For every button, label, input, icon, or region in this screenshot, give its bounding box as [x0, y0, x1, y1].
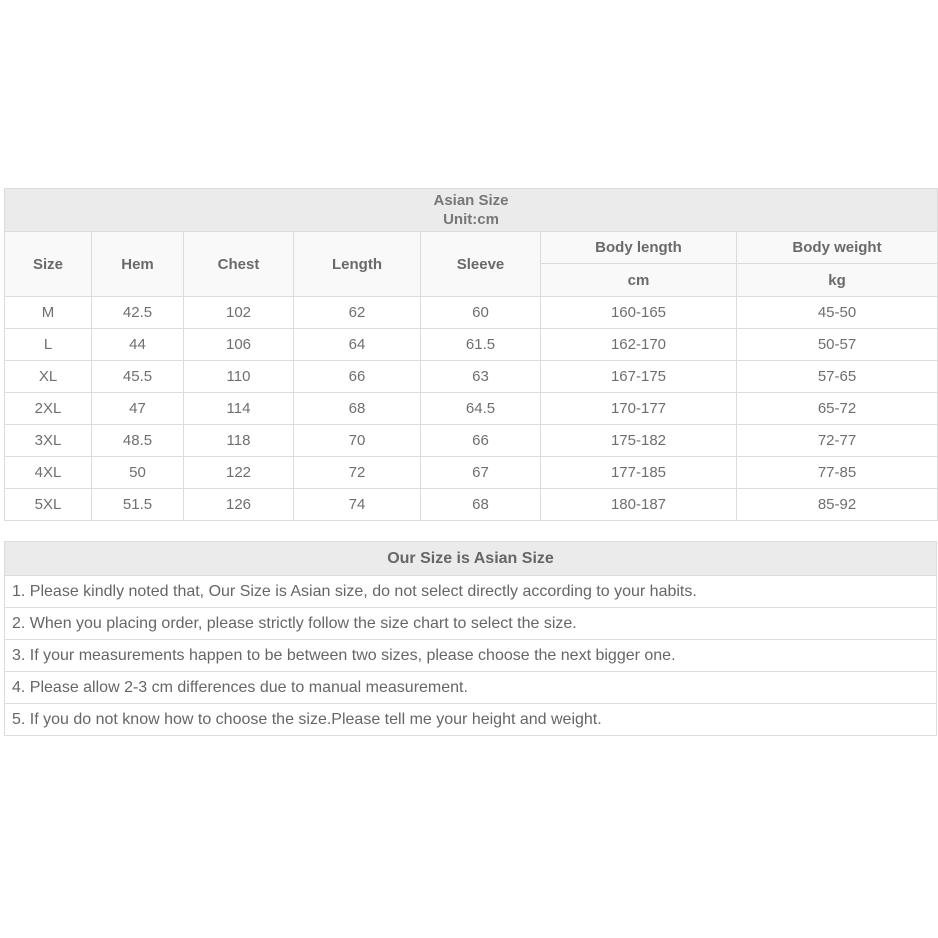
- cell-size: 5XL: [5, 489, 92, 521]
- cell-hem: 48.5: [92, 425, 184, 457]
- header-body-length: Body length: [541, 232, 737, 264]
- cell-length: 62: [294, 297, 421, 329]
- header-body-weight-unit: kg: [737, 264, 938, 297]
- size-chart-title-line1: Asian Size: [433, 192, 509, 209]
- note-text: 1. Please kindly noted that, Our Size is Asian size, do not select directly according to your habits.: [5, 576, 937, 608]
- cell-body-length: 167-175: [541, 361, 737, 393]
- size-chart-unit: Unit:cm: [443, 211, 499, 228]
- list-item: [5, 704, 937, 736]
- cell-chest: 118: [184, 425, 294, 457]
- cell-size: M: [5, 297, 92, 329]
- cell-size: 3XL: [5, 425, 92, 457]
- table-row: [5, 297, 938, 329]
- cell-body-length: 180-187: [541, 489, 737, 521]
- list-item: [5, 576, 937, 608]
- note-text: 4. Please allow 2-3 cm differences due to manual measurement.: [5, 672, 937, 704]
- cell-length: 74: [294, 489, 421, 521]
- header-sleeve: Sleeve: [421, 232, 541, 297]
- list-item: [5, 640, 937, 672]
- cell-body-length: 177-185: [541, 457, 737, 489]
- note-text: 2. When you placing order, please strictly follow the size chart to select the size.: [5, 608, 937, 640]
- cell-body-weight: 57-65: [737, 361, 938, 393]
- size-chart-body: [5, 297, 938, 521]
- cell-body-weight: 77-85: [737, 457, 938, 489]
- cell-hem: 45.5: [92, 361, 184, 393]
- cell-length: 68: [294, 393, 421, 425]
- header-size: Size: [5, 232, 92, 297]
- cell-sleeve: 61.5: [421, 329, 541, 361]
- note-text: 3. If your measurements happen to be between two sizes, please choose the next bigger one.: [5, 640, 937, 672]
- cell-sleeve: 63: [421, 361, 541, 393]
- table-row: [5, 393, 938, 425]
- cell-chest: 102: [184, 297, 294, 329]
- cell-size: XL: [5, 361, 92, 393]
- cell-body-weight: 85-92: [737, 489, 938, 521]
- cell-sleeve: 60: [421, 297, 541, 329]
- table-row: [5, 457, 938, 489]
- cell-sleeve: 67: [421, 457, 541, 489]
- cell-size: L: [5, 329, 92, 361]
- cell-body-weight: 65-72: [737, 393, 938, 425]
- cell-length: 64: [294, 329, 421, 361]
- cell-sleeve: 66: [421, 425, 541, 457]
- cell-body-length: 170-177: [541, 393, 737, 425]
- size-chart-title: [5, 189, 938, 232]
- cell-chest: 122: [184, 457, 294, 489]
- table-row: [5, 329, 938, 361]
- header-hem: Hem: [92, 232, 184, 297]
- cell-body-length: 162-170: [541, 329, 737, 361]
- header-length: Length: [294, 232, 421, 297]
- cell-length: 72: [294, 457, 421, 489]
- note-text: 5. If you do not know how to choose the size.Please tell me your height and weight.: [5, 704, 937, 736]
- cell-hem: 50: [92, 457, 184, 489]
- cell-sleeve: 68: [421, 489, 541, 521]
- list-item: [5, 672, 937, 704]
- cell-body-weight: 72-77: [737, 425, 938, 457]
- cell-chest: 126: [184, 489, 294, 521]
- cell-hem: 42.5: [92, 297, 184, 329]
- header-body-weight: Body weight: [737, 232, 938, 264]
- cell-hem: 51.5: [92, 489, 184, 521]
- cell-length: 70: [294, 425, 421, 457]
- cell-chest: 114: [184, 393, 294, 425]
- size-chart-table: [4, 188, 938, 521]
- cell-body-length: 160-165: [541, 297, 737, 329]
- cell-size: 4XL: [5, 457, 92, 489]
- cell-hem: 47: [92, 393, 184, 425]
- cell-size: 2XL: [5, 393, 92, 425]
- list-item: [5, 608, 937, 640]
- notes-title: Our Size is Asian Size: [5, 542, 937, 576]
- cell-length: 66: [294, 361, 421, 393]
- cell-hem: 44: [92, 329, 184, 361]
- table-row: [5, 489, 938, 521]
- cell-body-weight: 45-50: [737, 297, 938, 329]
- header-body-length-unit: cm: [541, 264, 737, 297]
- notes-body: [5, 576, 937, 736]
- cell-chest: 106: [184, 329, 294, 361]
- cell-chest: 110: [184, 361, 294, 393]
- size-notes-table: [4, 541, 937, 736]
- table-row: [5, 361, 938, 393]
- cell-sleeve: 64.5: [421, 393, 541, 425]
- table-row: [5, 425, 938, 457]
- cell-body-length: 175-182: [541, 425, 737, 457]
- header-chest: Chest: [184, 232, 294, 297]
- cell-body-weight: 50-57: [737, 329, 938, 361]
